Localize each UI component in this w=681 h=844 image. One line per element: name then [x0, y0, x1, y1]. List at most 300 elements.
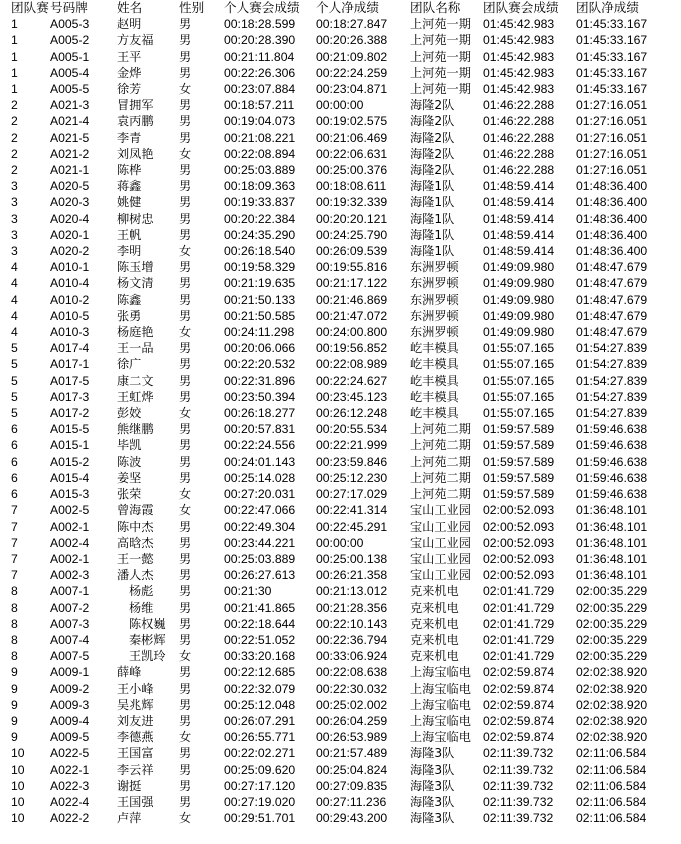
- team-gross-time-cell: 02:01:41.729: [483, 584, 555, 599]
- individual-gross-time-cell: 00:33:20.168: [224, 649, 296, 664]
- team-gross-time-cell: 01:46:22.288: [483, 114, 555, 129]
- team-rank-cell: 7: [11, 535, 18, 550]
- team-net-time-cell: 01:45:33.167: [576, 82, 648, 97]
- team-name-cell: 上河苑一期: [410, 82, 471, 97]
- team-rank-cell: 1: [11, 65, 18, 80]
- team-name-cell: 海隆2队: [410, 146, 455, 161]
- header-team-net-time: 团队净成绩: [576, 0, 639, 15]
- bib-number-cell: A005-3: [50, 17, 90, 32]
- gender-cell: 女: [179, 503, 192, 518]
- name-cell: 李云祥: [117, 762, 154, 777]
- team-rank-cell: 8: [11, 584, 18, 599]
- team-name-cell: 海隆3队: [410, 762, 455, 777]
- gender-cell: 男: [179, 422, 192, 437]
- team-name-cell: 海隆2队: [410, 163, 455, 178]
- individual-gross-time-cell: 00:25:03.889: [224, 163, 296, 178]
- team-gross-time-cell: 01:55:07.165: [483, 341, 555, 356]
- name-cell: 冒拥军: [117, 98, 154, 113]
- individual-gross-time-cell: 00:22:24.556: [224, 438, 296, 453]
- team-net-time-cell: 01:59:46.638: [576, 438, 648, 453]
- team-name-cell: 克来机电: [410, 600, 459, 615]
- individual-gross-time-cell: 00:22:08.894: [224, 146, 296, 161]
- table-row: [11, 583, 679, 599]
- bib-number-cell: A020-3: [50, 195, 90, 210]
- team-rank-cell: 1: [11, 17, 18, 32]
- bib-number-cell: A002-4: [50, 535, 90, 550]
- individual-net-time-cell: 00:22:06.631: [316, 146, 388, 161]
- team-gross-time-cell: 01:55:07.165: [483, 389, 555, 404]
- team-gross-time-cell: 02:02:59.874: [483, 681, 555, 696]
- header-individual-gross-time: 个人赛会成绩: [224, 0, 300, 15]
- individual-gross-time-cell: 00:19:33.837: [224, 195, 296, 210]
- bib-number-cell: A020-1: [50, 227, 90, 242]
- team-rank-cell: 3: [11, 179, 18, 194]
- team-rank-cell: 9: [11, 730, 18, 745]
- team-net-time-cell: 01:59:46.638: [576, 487, 648, 502]
- table-row: [11, 356, 679, 372]
- name-cell: 袁丙鹏: [117, 114, 154, 129]
- table-row: [11, 194, 679, 210]
- table-row: [11, 454, 679, 470]
- table-row: [11, 340, 679, 356]
- team-net-time-cell: 01:36:48.101: [576, 535, 648, 550]
- team-gross-time-cell: 01:45:42.983: [483, 65, 555, 80]
- table-row: [11, 162, 679, 178]
- table-row: [11, 113, 679, 129]
- team-rank-cell: 5: [11, 406, 18, 421]
- team-rank-cell: 6: [11, 487, 18, 502]
- team-net-time-cell: 01:48:47.679: [576, 308, 648, 323]
- table-body: [11, 16, 679, 826]
- team-gross-time-cell: 01:46:22.288: [483, 130, 555, 145]
- table-row: [11, 227, 679, 243]
- gender-cell: 男: [179, 179, 192, 194]
- gender-cell: 男: [179, 17, 192, 32]
- individual-net-time-cell: 00:24:00.800: [316, 325, 388, 340]
- individual-gross-time-cell: 00:21:08.221: [224, 130, 296, 145]
- team-rank-cell: 6: [11, 470, 18, 485]
- name-cell: 张勇: [117, 308, 142, 323]
- team-gross-time-cell: 01:55:07.165: [483, 373, 555, 388]
- bib-number-cell: A010-4: [50, 276, 90, 291]
- individual-net-time-cell: 00:33:06.924: [316, 649, 388, 664]
- team-name-cell: 上河苑二期: [410, 487, 471, 502]
- name-cell: 康二文: [117, 373, 154, 388]
- individual-gross-time-cell: 00:21:30: [224, 584, 272, 599]
- gender-cell: 女: [179, 730, 192, 745]
- individual-net-time-cell: 00:25:12.230: [316, 470, 388, 485]
- table-row: [11, 470, 679, 486]
- individual-net-time-cell: 00:22:24.259: [316, 65, 388, 80]
- individual-net-time-cell: 00:25:00.376: [316, 163, 388, 178]
- team-net-time-cell: 02:02:38.920: [576, 730, 648, 745]
- team-name-cell: 上河苑二期: [410, 454, 471, 469]
- team-net-time-cell: 01:48:47.679: [576, 260, 648, 275]
- individual-gross-time-cell: 00:25:09.620: [224, 762, 296, 777]
- individual-gross-time-cell: 00:23:44.221: [224, 535, 296, 550]
- team-rank-cell: 8: [11, 616, 18, 631]
- team-rank-cell: 2: [11, 146, 18, 161]
- gender-cell: 男: [179, 746, 192, 761]
- gender-cell: 男: [179, 794, 192, 809]
- team-name-cell: 海隆3队: [410, 811, 455, 826]
- team-net-time-cell: 01:45:33.167: [576, 65, 648, 80]
- bib-number-cell: A010-3: [50, 325, 90, 340]
- team-net-time-cell: 01:27:16.051: [576, 114, 648, 129]
- team-name-cell: 上河苑一期: [410, 33, 471, 48]
- team-name-cell: 宝山工业园: [410, 519, 471, 534]
- team-rank-cell: 8: [11, 632, 18, 647]
- team-name-cell: 海隆2队: [410, 98, 455, 113]
- name-cell: 谢挺: [117, 778, 142, 793]
- name-cell: 姜坚: [117, 470, 142, 485]
- table-row: [11, 648, 679, 664]
- team-rank-cell: 5: [11, 389, 18, 404]
- team-name-cell: 上河苑一期: [410, 65, 471, 80]
- team-rank-cell: 4: [11, 325, 18, 340]
- name-cell: 张荣: [117, 487, 142, 502]
- bib-number-cell: A007-1: [50, 584, 90, 599]
- bib-number-cell: A005-4: [50, 65, 90, 80]
- gender-cell: 男: [179, 632, 192, 647]
- bib-number-cell: A022-5: [50, 746, 90, 761]
- gender-cell: 女: [179, 406, 192, 421]
- gender-cell: 男: [179, 49, 192, 64]
- table-row: [11, 486, 679, 502]
- name-cell: 徐广: [117, 357, 142, 372]
- team-gross-time-cell: 02:02:59.874: [483, 665, 555, 680]
- team-gross-time-cell: 02:01:41.729: [483, 616, 555, 631]
- table-row: [11, 664, 679, 680]
- name-cell: 王小峰: [117, 681, 154, 696]
- gender-cell: 男: [179, 130, 192, 145]
- bib-number-cell: A007-4: [50, 632, 90, 647]
- team-rank-cell: 9: [11, 713, 18, 728]
- team-name-cell: 宝山工业园: [410, 568, 471, 583]
- gender-cell: 男: [179, 389, 192, 404]
- team-rank-cell: 7: [11, 503, 18, 518]
- team-net-time-cell: 01:54:27.839: [576, 341, 648, 356]
- team-net-time-cell: 01:59:46.638: [576, 454, 648, 469]
- individual-net-time-cell: 00:23:59.846: [316, 454, 388, 469]
- team-rank-cell: 2: [11, 130, 18, 145]
- individual-net-time-cell: 00:26:21.358: [316, 568, 388, 583]
- team-name-cell: 屹丰模具: [410, 341, 459, 356]
- gender-cell: 男: [179, 292, 192, 307]
- team-name-cell: 海隆1队: [410, 227, 455, 242]
- table-row: [11, 567, 679, 583]
- name-cell: 陈波: [117, 454, 142, 469]
- team-rank-cell: 9: [11, 665, 18, 680]
- gender-cell: 女: [179, 487, 192, 502]
- team-name-cell: 屹丰模具: [410, 357, 459, 372]
- individual-net-time-cell: 00:26:12.248: [316, 406, 388, 421]
- bib-number-cell: A017-4: [50, 341, 90, 356]
- name-cell: 杨庭艳: [117, 325, 154, 340]
- bib-number-cell: A009-1: [50, 665, 90, 680]
- individual-net-time-cell: 00:21:06.469: [316, 130, 388, 145]
- gender-cell: 男: [179, 195, 192, 210]
- team-name-cell: 海隆3队: [410, 778, 455, 793]
- bib-number-cell: A002-3: [50, 568, 90, 583]
- team-rank-cell: 2: [11, 98, 18, 113]
- individual-gross-time-cell: 00:20:28.390: [224, 33, 296, 48]
- name-cell: 杨彪: [129, 584, 154, 599]
- bib-number-cell: A022-2: [50, 811, 90, 826]
- individual-gross-time-cell: 00:20:22.384: [224, 211, 296, 226]
- team-net-time-cell: 02:11:06.584: [576, 811, 647, 826]
- table-row: [11, 259, 679, 275]
- team-rank-cell: 5: [11, 373, 18, 388]
- individual-net-time-cell: 00:25:04.824: [316, 762, 388, 777]
- team-rank-cell: 4: [11, 260, 18, 275]
- gender-cell: 男: [179, 697, 192, 712]
- individual-gross-time-cell: 00:21:50.585: [224, 308, 296, 323]
- team-net-time-cell: 02:00:35.229: [576, 616, 648, 631]
- individual-net-time-cell: 00:24:25.790: [316, 227, 388, 242]
- individual-gross-time-cell: 00:23:07.884: [224, 82, 296, 97]
- individual-gross-time-cell: 00:24:35.290: [224, 227, 296, 242]
- bib-number-cell: A017-2: [50, 406, 90, 421]
- team-gross-time-cell: 01:48:59.414: [483, 179, 555, 194]
- individual-gross-time-cell: 00:24:01.143: [224, 454, 296, 469]
- header-bib-number: 号码牌: [50, 0, 88, 15]
- team-net-time-cell: 02:02:38.920: [576, 665, 648, 680]
- individual-net-time-cell: 00:00:00: [316, 98, 364, 113]
- team-rank-cell: 8: [11, 600, 18, 615]
- team-rank-cell: 10: [11, 811, 25, 826]
- individual-net-time-cell: 00:18:27.847: [316, 17, 388, 32]
- team-name-cell: 宝山工业园: [410, 503, 471, 518]
- name-cell: 曾海霞: [117, 503, 154, 518]
- individual-net-time-cell: 00:27:11.236: [316, 794, 387, 809]
- results-table: [11, 0, 679, 826]
- team-gross-time-cell: 01:45:42.983: [483, 33, 555, 48]
- team-name-cell: 海隆1队: [410, 195, 455, 210]
- team-gross-time-cell: 01:59:57.589: [483, 470, 555, 485]
- header-team-gross-time: 团队赛会成绩: [483, 0, 559, 15]
- team-name-cell: 上河苑一期: [410, 17, 471, 32]
- bib-number-cell: A005-5: [50, 82, 90, 97]
- team-gross-time-cell: 02:00:52.093: [483, 503, 555, 518]
- team-name-cell: 克来机电: [410, 584, 459, 599]
- table-row: [11, 519, 679, 535]
- table-row: [11, 49, 679, 65]
- table-row: [11, 778, 679, 794]
- individual-net-time-cell: 00:22:21.999: [316, 438, 388, 453]
- individual-gross-time-cell: 00:25:03.889: [224, 551, 296, 566]
- individual-gross-time-cell: 00:22:26.306: [224, 65, 296, 80]
- team-rank-cell: 9: [11, 697, 18, 712]
- team-gross-time-cell: 02:01:41.729: [483, 632, 555, 647]
- team-net-time-cell: 01:48:36.400: [576, 195, 648, 210]
- team-net-time-cell: 01:48:36.400: [576, 244, 648, 259]
- team-gross-time-cell: 01:55:07.165: [483, 357, 555, 372]
- gender-cell: 男: [179, 535, 192, 550]
- name-cell: 杨文清: [117, 276, 154, 291]
- team-name-cell: 屹丰模具: [410, 373, 459, 388]
- team-net-time-cell: 01:45:33.167: [576, 49, 648, 64]
- bib-number-cell: A022-4: [50, 794, 90, 809]
- team-name-cell: 上河苑二期: [410, 422, 471, 437]
- team-net-time-cell: 02:00:35.229: [576, 584, 648, 599]
- individual-gross-time-cell: 00:20:57.831: [224, 422, 296, 437]
- header-row: [11, 0, 679, 16]
- name-cell: 李明: [117, 244, 142, 259]
- team-name-cell: 克来机电: [410, 649, 459, 664]
- header-individual-net-time: 个人净成绩: [316, 0, 379, 15]
- individual-net-time-cell: 00:21:46.869: [316, 292, 388, 307]
- name-cell: 熊继鹏: [117, 422, 154, 437]
- individual-net-time-cell: 00:21:09.802: [316, 49, 388, 64]
- individual-gross-time-cell: 00:22:31.896: [224, 373, 296, 388]
- team-net-time-cell: 02:02:38.920: [576, 713, 648, 728]
- bib-number-cell: A002-1: [50, 519, 90, 534]
- team-name-cell: 海隆3队: [410, 794, 455, 809]
- gender-cell: 女: [179, 82, 192, 97]
- team-rank-cell: 3: [11, 195, 18, 210]
- team-name-cell: 宝山工业园: [410, 551, 471, 566]
- team-rank-cell: 10: [11, 794, 25, 809]
- individual-net-time-cell: 00:22:36.794: [316, 632, 388, 647]
- name-cell: 王国富: [117, 746, 154, 761]
- name-cell: 杨维: [129, 600, 154, 615]
- team-gross-time-cell: 02:00:52.093: [483, 519, 555, 534]
- individual-net-time-cell: 00:21:47.072: [316, 308, 388, 323]
- individual-gross-time-cell: 00:22:20.532: [224, 357, 296, 372]
- bib-number-cell: A010-2: [50, 292, 90, 307]
- team-name-cell: 宝山工业园: [410, 535, 471, 550]
- bib-number-cell: A015-2: [50, 454, 90, 469]
- table-row: [11, 81, 679, 97]
- bib-number-cell: A017-1: [50, 357, 90, 372]
- individual-net-time-cell: 00:26:04.259: [316, 713, 388, 728]
- individual-gross-time-cell: 00:18:57.211: [224, 98, 295, 113]
- individual-gross-time-cell: 00:25:14.028: [224, 470, 296, 485]
- bib-number-cell: A015-3: [50, 487, 90, 502]
- table-row: [11, 681, 679, 697]
- bib-number-cell: A005-2: [50, 33, 90, 48]
- team-name-cell: 克来机电: [410, 632, 459, 647]
- gender-cell: 男: [179, 519, 192, 534]
- individual-gross-time-cell: 00:23:50.394: [224, 389, 296, 404]
- table-row: [11, 32, 679, 48]
- team-net-time-cell: 01:54:27.839: [576, 373, 648, 388]
- table-row: [11, 16, 679, 32]
- team-rank-cell: 6: [11, 438, 18, 453]
- team-gross-time-cell: 01:59:57.589: [483, 454, 555, 469]
- team-gross-time-cell: 02:02:59.874: [483, 713, 555, 728]
- team-name-cell: 上河苑二期: [410, 470, 471, 485]
- name-cell: 高晗杰: [117, 535, 154, 550]
- bib-number-cell: A017-3: [50, 389, 90, 404]
- individual-gross-time-cell: 00:21:50.133: [224, 292, 296, 307]
- bib-number-cell: A007-5: [50, 649, 90, 664]
- gender-cell: 男: [179, 211, 192, 226]
- table-row: [11, 600, 679, 616]
- header-team-rank: 团队赛: [11, 0, 49, 15]
- team-net-time-cell: 01:48:36.400: [576, 227, 648, 242]
- bib-number-cell: A021-4: [50, 114, 90, 129]
- table-row: [11, 405, 679, 421]
- team-net-time-cell: 01:45:33.167: [576, 33, 648, 48]
- team-net-time-cell: 01:36:48.101: [576, 519, 648, 534]
- table-row: [11, 65, 679, 81]
- individual-net-time-cell: 00:27:09.835: [316, 778, 388, 793]
- gender-cell: 男: [179, 438, 192, 453]
- team-net-time-cell: 02:00:35.229: [576, 632, 648, 647]
- table-row: [11, 745, 679, 761]
- team-name-cell: 屹丰模具: [410, 406, 459, 421]
- name-cell: 柳树忠: [117, 211, 154, 226]
- team-rank-cell: 4: [11, 276, 18, 291]
- gender-cell: 男: [179, 470, 192, 485]
- name-cell: 吴兆辉: [117, 697, 154, 712]
- team-net-time-cell: 02:00:35.229: [576, 600, 648, 615]
- team-rank-cell: 1: [11, 33, 18, 48]
- bib-number-cell: A020-4: [50, 211, 90, 226]
- team-gross-time-cell: 01:49:09.980: [483, 325, 555, 340]
- individual-gross-time-cell: 00:25:12.048: [224, 697, 296, 712]
- gender-cell: 男: [179, 341, 192, 356]
- name-cell: 潘人杰: [117, 568, 154, 583]
- team-gross-time-cell: 01:49:09.980: [483, 292, 555, 307]
- team-net-time-cell: 01:27:16.051: [576, 130, 648, 145]
- table-row: [11, 97, 679, 113]
- team-gross-time-cell: 01:46:22.288: [483, 146, 555, 161]
- team-net-time-cell: 02:11:06.584: [576, 746, 647, 761]
- table-row: [11, 437, 679, 453]
- gender-cell: 男: [179, 665, 192, 680]
- team-name-cell: 东洲罗顿: [410, 325, 459, 340]
- name-cell: 彭姣: [117, 406, 142, 421]
- individual-gross-time-cell: 00:22:18.644: [224, 616, 296, 631]
- gender-cell: 男: [179, 163, 192, 178]
- gender-cell: 男: [179, 65, 192, 80]
- header-gender: 性别: [179, 0, 205, 15]
- gender-cell: 男: [179, 681, 192, 696]
- team-net-time-cell: 02:02:38.920: [576, 697, 648, 712]
- team-rank-cell: 7: [11, 519, 18, 534]
- team-gross-time-cell: 02:11:39.732: [483, 794, 554, 809]
- individual-gross-time-cell: 00:26:27.613: [224, 568, 296, 583]
- individual-net-time-cell: 00:19:56.852: [316, 341, 388, 356]
- team-gross-time-cell: 01:59:57.589: [483, 422, 555, 437]
- table-header: [11, 0, 679, 16]
- individual-gross-time-cell: 00:21:41.865: [224, 600, 296, 615]
- name-cell: 姚健: [117, 195, 142, 210]
- gender-cell: 男: [179, 276, 192, 291]
- bib-number-cell: A007-2: [50, 600, 90, 615]
- team-rank-cell: 1: [11, 49, 18, 64]
- name-cell: 王平: [117, 49, 142, 64]
- gender-cell: 男: [179, 551, 192, 566]
- individual-net-time-cell: 00:22:45.291: [316, 519, 388, 534]
- team-name-cell: 上海宝临电: [410, 730, 471, 745]
- team-gross-time-cell: 01:49:09.980: [483, 260, 555, 275]
- individual-gross-time-cell: 00:26:18.277: [224, 406, 296, 421]
- bib-number-cell: A021-3: [50, 98, 90, 113]
- gender-cell: 男: [179, 454, 192, 469]
- individual-gross-time-cell: 00:27:17.120: [224, 778, 296, 793]
- individual-gross-time-cell: 00:19:58.329: [224, 260, 296, 275]
- name-cell: 蒋鑫: [117, 179, 142, 194]
- team-name-cell: 上海宝临电: [410, 697, 471, 712]
- team-rank-cell: 6: [11, 422, 18, 437]
- team-name-cell: 海隆1队: [410, 179, 455, 194]
- individual-net-time-cell: 00:25:02.002: [316, 697, 388, 712]
- individual-net-time-cell: 00:23:45.123: [316, 389, 388, 404]
